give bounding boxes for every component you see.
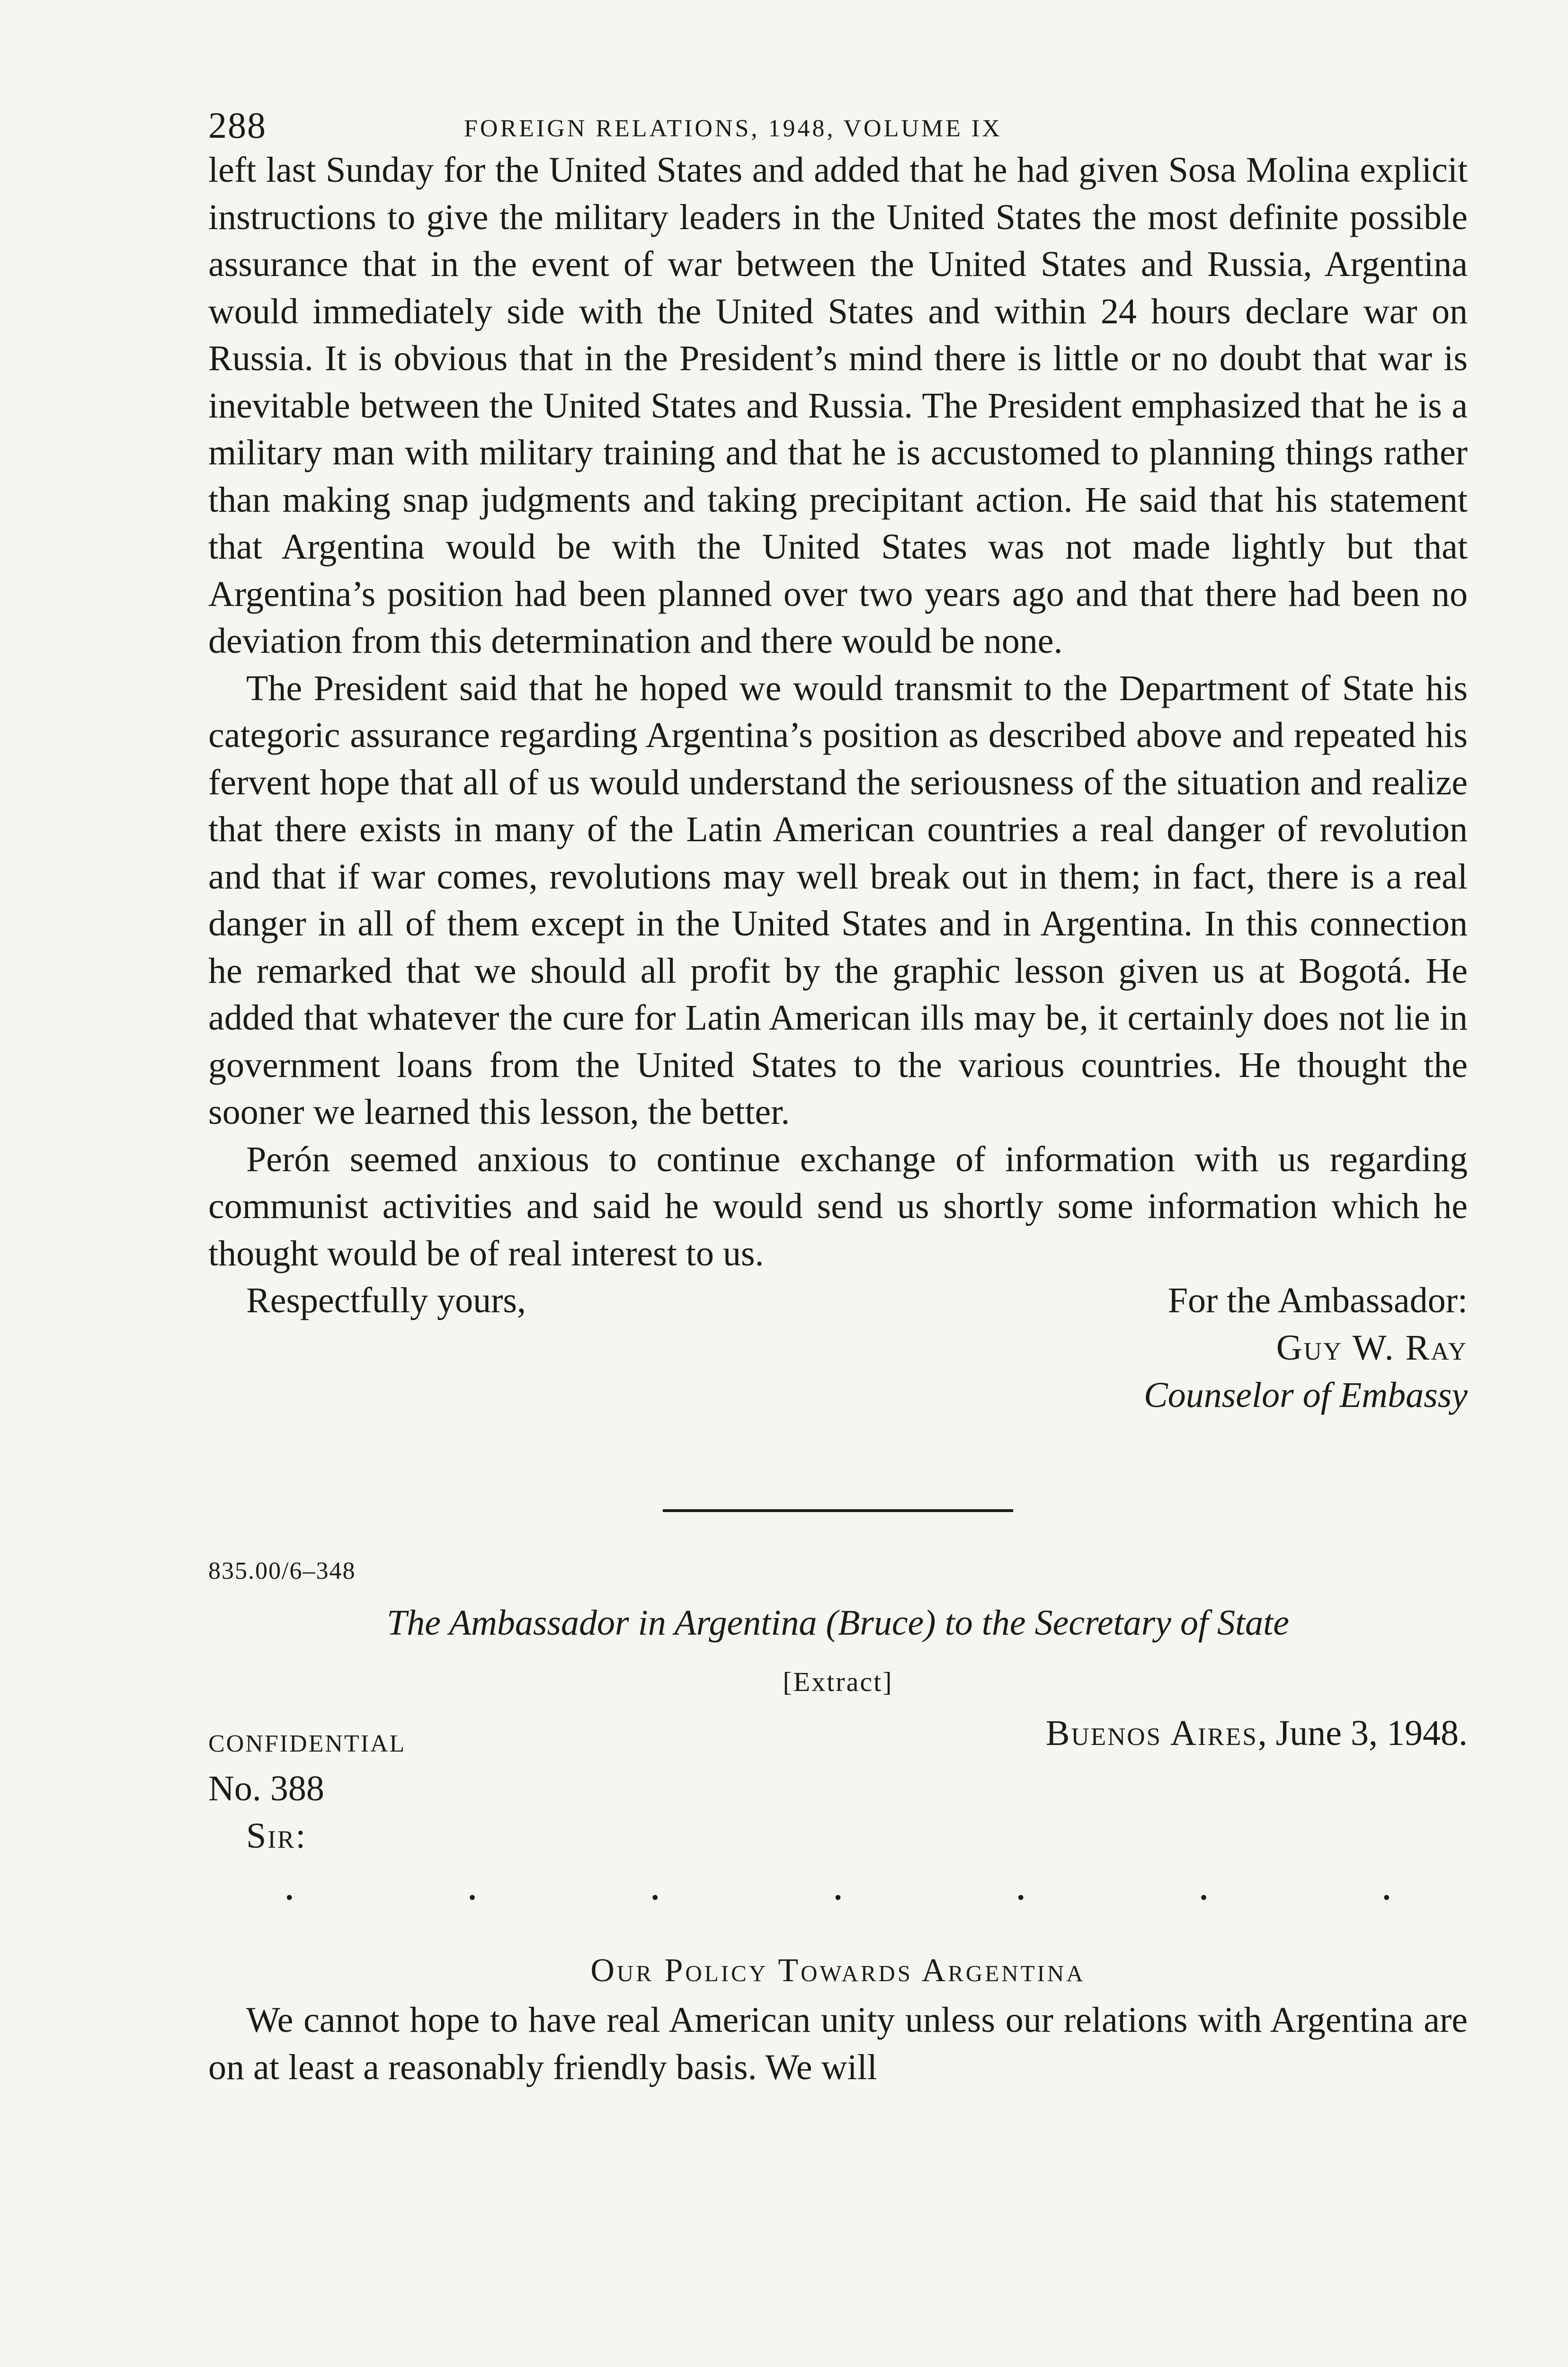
- dateline-row: [208, 1713, 1468, 1765]
- omission-dot: .: [467, 1862, 478, 1909]
- running-head: [208, 95, 1468, 147]
- paragraph-peron-information: Perón seemed anxious to continue exchange of information with us regarding communist activities and said he would send us shortly some information which he thought would be of real interest to us.: [208, 1139, 1468, 1273]
- dateline-place: Buenos Aires: [1045, 1713, 1258, 1753]
- document-page: [208, 95, 1468, 2091]
- omission-dot: .: [832, 1862, 844, 1909]
- omission-marks: [208, 1864, 1468, 1907]
- extract-label: [Extract]: [783, 1666, 893, 1697]
- signer-name: Guy W. Ray: [1276, 1328, 1468, 1368]
- salutation: Sir:: [246, 1816, 307, 1856]
- omission-dot: .: [284, 1862, 295, 1909]
- paragraph-continuation: left last Sunday for the United States and added that he had given Sosa Molina explicit instructions to give the military leaders in the United States the most definite possible assurance that in the event of war between the United States and Russia, Argentina would immediately side with the United States and within 24 hours declare war on Russia. It is obvious that in the President’s mind there is little or no doubt that war is inevitable between the United States and Russia. The President emphasized that he is a military man with military training and that he is accustomed to planning things rather than making snap judgments and taking precipitant action. He said that his statement that Argentina would be with the United States was not made lightly but that Argentina’s position had been planned over two years ago and that there had been no deviation from this determination and there would be none.: [208, 150, 1468, 661]
- omission-dot: .: [1198, 1862, 1209, 1909]
- section-heading: Our Policy Towards Argentina: [590, 1952, 1086, 1989]
- classification-marking: CONFIDENTIAL: [208, 1730, 406, 1757]
- paragraph-policy-start: We cannot hope to have real American unity unless our relations with Argentina are on at least a reasonably friendly basis. We will: [208, 2000, 1468, 2087]
- signoff-block: [208, 1277, 1468, 1419]
- running-title: FOREIGN RELATIONS, 1948, VOLUME IX: [464, 115, 1002, 142]
- section-divider: [663, 1509, 1013, 1512]
- paragraph-president-assurance: The President said that he hoped we would transmit to the Department of State his categoric assurance regarding Argentina’s position as described above and repeated his fervent hope that all of us would understand the seriousness of the situation and realize that there exists in many of the Latin American countries a real danger of revolution and that if war comes, revolutions may well break out in them; in fact, there is a real danger in all of them except in the United States and in Argentina. In this connection he remarked that we should all profit by the graphic lesson given us at Bogotá. He added that whatever the cure for Latin American ills may be, it certainly does not lie in government loans from the United States to the various countries. He thought the sooner we learned this lesson, the better.: [208, 668, 1468, 1132]
- file-reference: 835.00/6–348: [208, 1557, 356, 1584]
- omission-dot: .: [650, 1862, 660, 1909]
- signer-title: Counselor of Embassy: [1144, 1375, 1468, 1415]
- document-number: No. 388: [208, 1769, 324, 1808]
- dateline: [1046, 1713, 1468, 1754]
- closing: Respectfully yours,: [246, 1281, 526, 1320]
- page-number: 288: [208, 105, 267, 146]
- for-the-ambassador: For the Ambassador:: [1167, 1281, 1468, 1320]
- omission-dot: .: [1381, 1862, 1392, 1909]
- omission-dot: .: [1016, 1862, 1026, 1909]
- document-heading: The Ambassador in Argentina (Bruce) to the Secretary of State: [386, 1603, 1290, 1643]
- dateline-date: , June 3, 1948.: [1257, 1713, 1468, 1753]
